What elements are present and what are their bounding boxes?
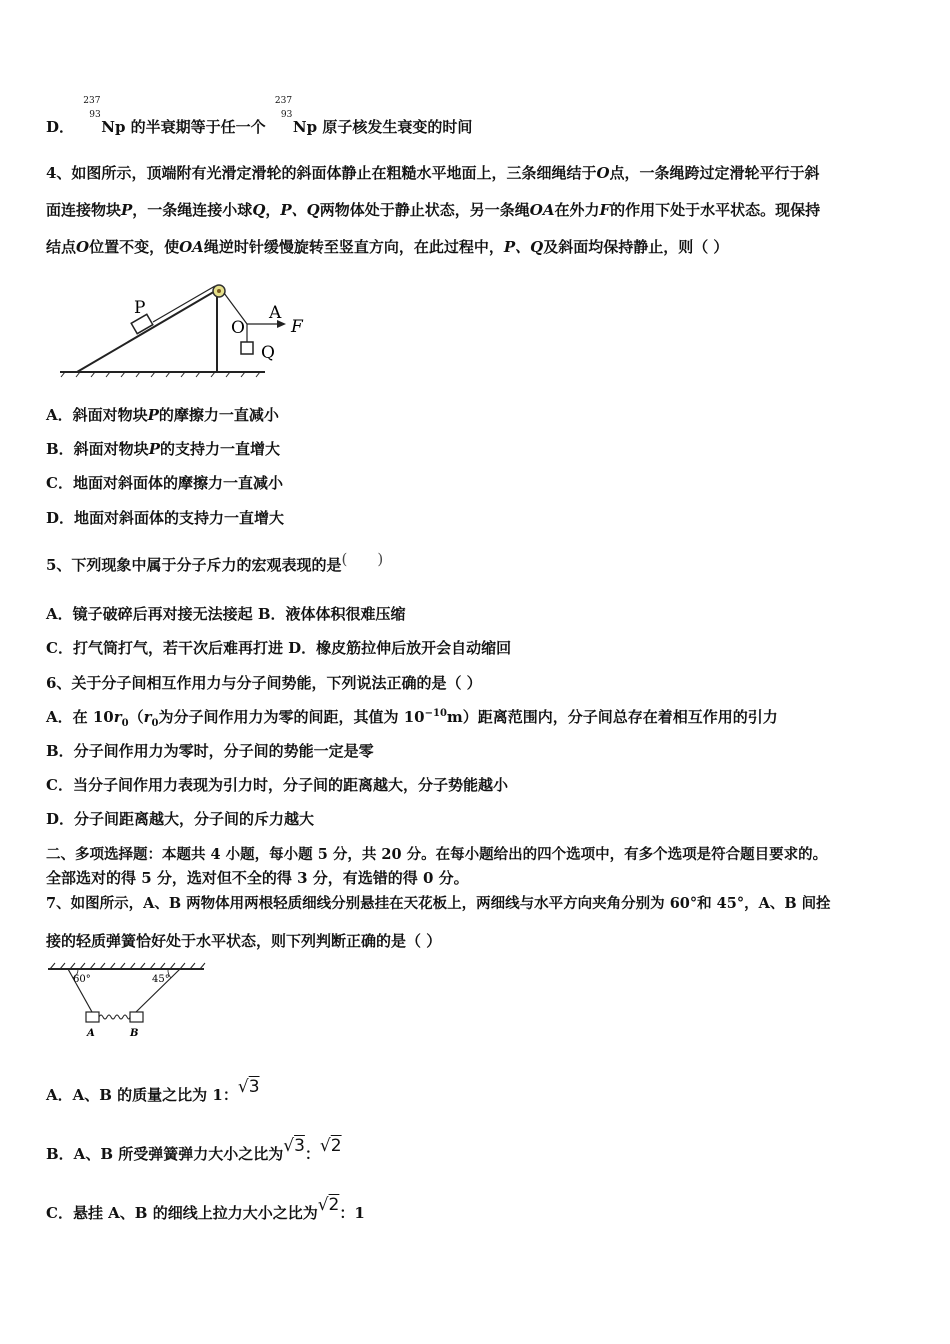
paren-left: ( <box>341 550 348 568</box>
q7-spring-figure <box>44 960 214 1040</box>
sqrt-symbol: √2 <box>319 1136 342 1156</box>
sqrt-symbol: √3 <box>237 1077 260 1097</box>
nuclide-notation: 237 93 <box>274 96 293 120</box>
label-b: B <box>130 1028 139 1039</box>
label-f: F <box>291 317 303 337</box>
q5-stem: 5、下列现象中属于分子斥力的宏观表现的是( ) <box>46 550 384 574</box>
q4-option-b: B．斜面对物块P的支持力一直增大 <box>46 440 280 458</box>
sqrt-symbol: √3 <box>283 1136 305 1156</box>
q6-stem: 6、关于分子间相互作用力与分子间势能，下列说法正确的是（ ） <box>46 674 482 692</box>
pulley-axle <box>217 289 221 293</box>
nuclide-notation: 237 93 <box>83 96 101 120</box>
option-label: D． <box>46 118 75 136</box>
q6-option-c: C．当分子间作用力表现为引力时，分子间的距离越大，分子势能越小 <box>46 776 508 794</box>
q4-option-d: D．地面对斜面体的支持力一直增大 <box>46 509 285 527</box>
label-a: A <box>87 1028 95 1039</box>
spring-coil <box>99 1015 130 1019</box>
sqrt-symbol: √2 <box>317 1195 340 1215</box>
block-b <box>130 1012 143 1022</box>
q5-options-cd: C．打气筒打气，若干次后难再打进 D．橡皮筋拉伸后放开会自动缩回 <box>46 639 512 657</box>
paren-right: ) <box>377 550 384 568</box>
q4-option-a: A．斜面对物块P的摩擦力一直减小 <box>46 406 279 424</box>
q3-option-d <box>46 96 473 137</box>
q6-option-b: B．分子间作用力为零时，分子间的势能一定是零 <box>46 742 374 760</box>
option-text: Np 原子核发生衰变的时间 <box>292 118 473 136</box>
q4-stem-line-3: 结点O位置不变，使OA绳逆时针缓慢旋转至竖直方向，在此过程中，P、Q及斜面均保持静止，则（ ） <box>46 238 729 256</box>
q4-incline-figure <box>55 280 325 380</box>
label-q: Q <box>261 343 275 363</box>
section-2-heading-line-2: 全部选对的得 5 分，选对但不全的得 3 分，有选错的得 0 分。 <box>46 869 469 887</box>
section-2-heading-line-1: 二、多项选择题：本题共 4 小题，每小题 5 分，共 20 分。在每小题给出的四个选项中，有多个选项是符合题目要求的。 <box>46 846 828 863</box>
q5-options-ab: A．镜子破碎后再对接无法接起 B．液体体积很难压缩 <box>46 605 406 623</box>
q6-option-a: A．在 $10r_0(r_0$为分子间作用力为零的间距，其值为 $10^{-10}m$）距离范围内，分子间总存在着相互作用的引力 <box>46 708 778 729</box>
q4-option-c: C．地面对斜面体的摩擦力一直减小 <box>46 474 283 492</box>
q6-option-d: D．分子间距离越大，分子间的斥力越大 <box>46 810 315 828</box>
q4-stem-line-2: 面连接物块P，一条绳连接小球Q，P、Q两物体处于静止状态，另一条绳OA在外力F的作用下处于水平状态。现保持 <box>46 201 821 219</box>
angle-label-45: 45° <box>152 974 170 985</box>
q7-stem-line-2: 接的轻质弹簧恰好处于水平状态，则下列判断正确的是（ ） <box>46 932 442 950</box>
label-a: A <box>269 303 282 323</box>
rope-to-p <box>153 286 215 322</box>
label-o: O <box>231 318 245 338</box>
q4-stem-line-1: 4、如图所示，顶端附有光滑定滑轮的斜面体静止在粗糙水平地面上，三条细绳结于O点，一条绳跨过定滑轮平行于斜 <box>46 164 820 182</box>
block-a <box>86 1012 99 1022</box>
option-text: Np 的半衰期等于任一个 <box>101 118 266 136</box>
label-p: P <box>134 298 146 318</box>
q7-option-c: C．悬挂 A、B 的细线上拉力大小之比为√2：1 <box>46 1195 365 1222</box>
q7-option-a: A．A、B 的质量之比为 1：√3 <box>46 1077 260 1104</box>
incline-body <box>77 290 217 372</box>
q7-option-b: B．A、B 所受弹簧弹力大小之比为√3：√2 <box>46 1136 342 1163</box>
ball-q <box>241 342 253 354</box>
angle-label-60: 60° <box>73 974 91 985</box>
q7-stem-line-1: 7、如图所示，A、B 两物体用两根轻质细线分别悬挂在天花板上，两细线与水平方向夹角分别为 60°和 45°，A、B 间拴 <box>46 895 831 912</box>
